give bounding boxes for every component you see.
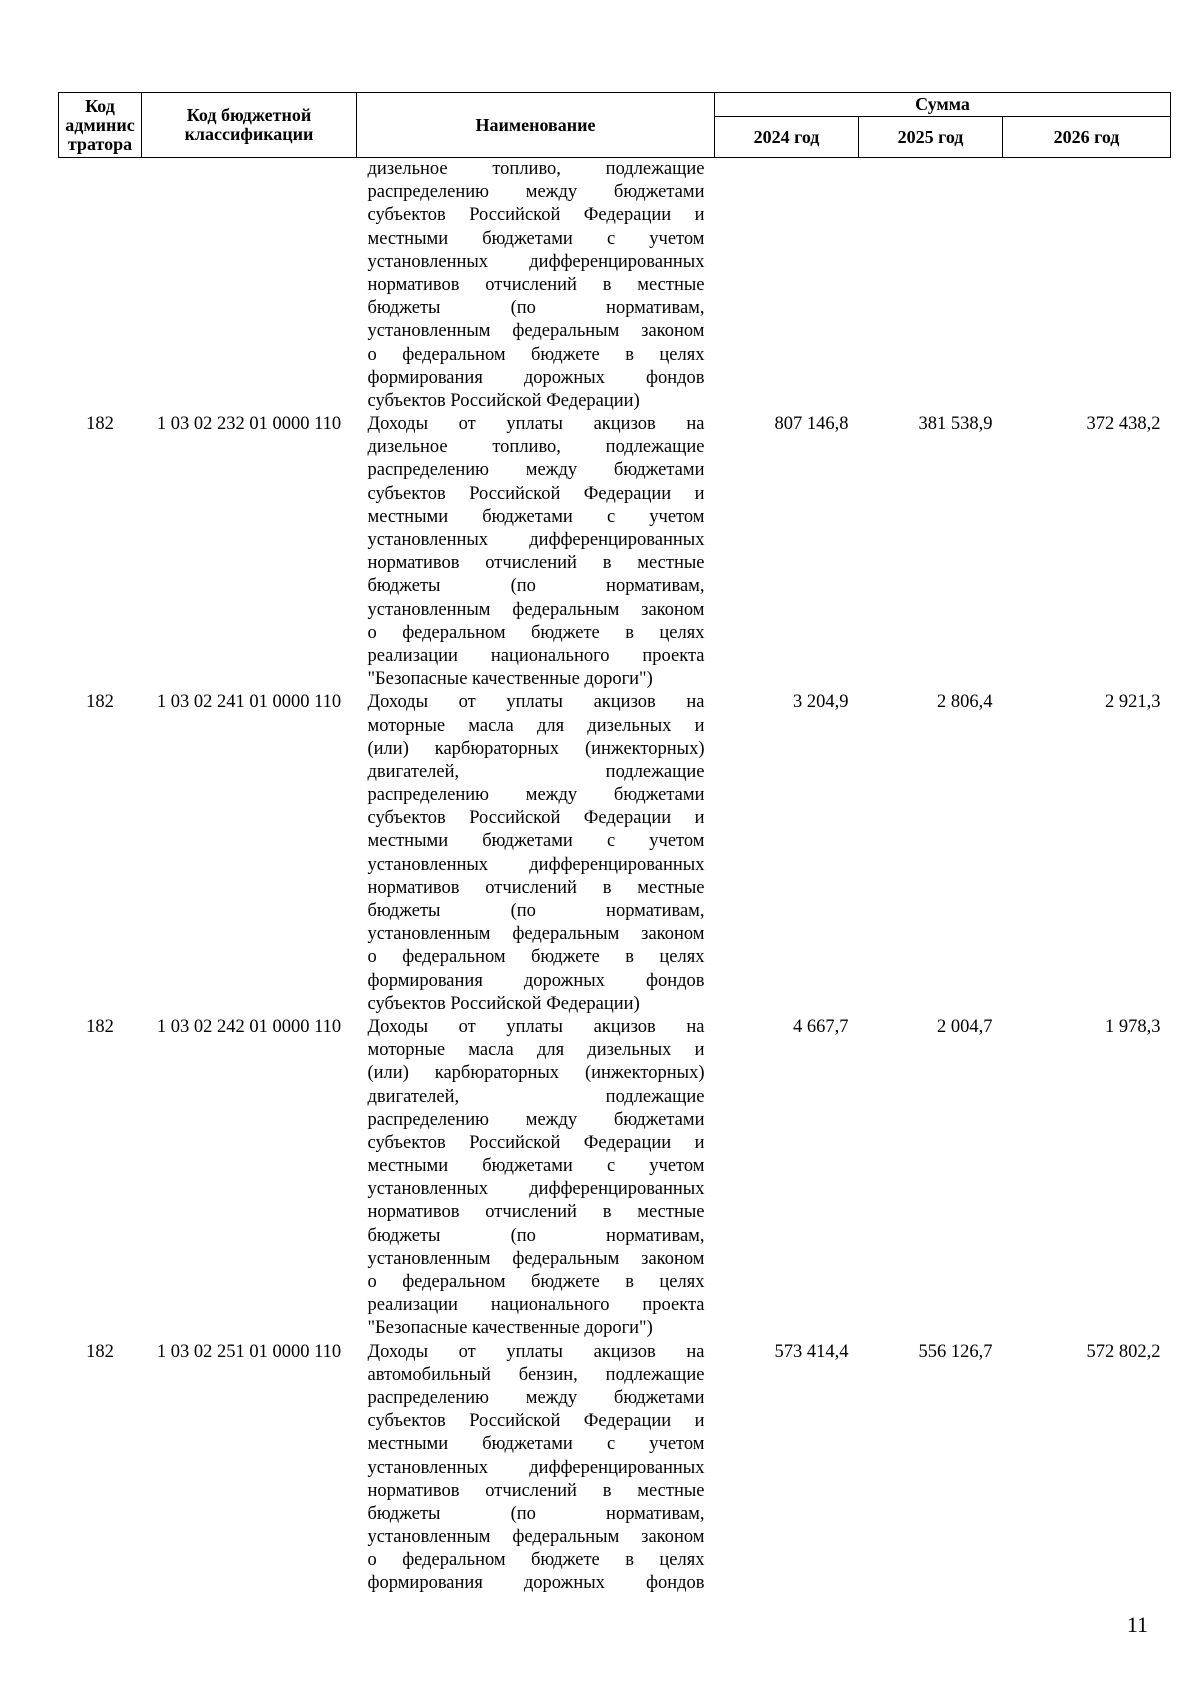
name-line: распределению между бюджетами [367, 785, 705, 806]
name-cell [357, 413, 715, 691]
name-line: субъектов Российской Федерации и [367, 483, 705, 504]
name-line: установленным федеральным законом [367, 1527, 705, 1548]
table-row [59, 158, 1171, 414]
name-cell [357, 691, 715, 1016]
name-line: моторные масла для дизельных и [367, 1040, 705, 1061]
kbk-cell [142, 158, 357, 414]
amount-2026-cell: 572 802,2 [1086, 1341, 1161, 1362]
admin-code-cell [59, 158, 142, 414]
page-number: 11 [1126, 1612, 1148, 1637]
amount-2025-cell [859, 158, 1003, 414]
amount-2024-cell: 573 414,4 [774, 1341, 849, 1362]
name-line: бюджеты (по нормативам, [367, 298, 705, 319]
name-line: нормативов отчислений в местные [367, 1202, 705, 1223]
name-line: установленным федеральным законом [367, 321, 705, 342]
name-line: Доходы от уплаты акцизов на [367, 1341, 705, 1362]
name-line: установленных дифференцированных [367, 854, 705, 875]
name-line: дизельное топливо, подлежащие [367, 437, 705, 458]
name-line: о федеральном бюджете в целях [367, 1550, 705, 1571]
table-row [59, 1341, 1171, 1596]
name-line: установленным федеральным законом [367, 924, 705, 945]
name-line: нормативов отчислений в местные [367, 1480, 705, 1501]
name-line: реализации национального проекта [367, 1295, 705, 1316]
name-line: распределению между бюджетами [367, 1387, 705, 1408]
table-row [59, 691, 1171, 1016]
amount-2026-cell: 2 921,3 [1105, 692, 1161, 713]
amount-2025-cell: 2 004,7 [937, 1016, 993, 1037]
table-row [59, 413, 1171, 691]
name-line: местными бюджетами с учетом [367, 1434, 705, 1455]
name-line: Доходы от уплаты акцизов на [367, 692, 705, 713]
name-line: о федеральном бюджете в целях [367, 1272, 705, 1292]
amount-2025-cell: 2 806,4 [937, 692, 993, 713]
name-line: установленным федеральным законом [367, 599, 705, 620]
budget-revenue-table [58, 92, 1171, 1596]
name-line: установленных дифференцированных [367, 1179, 705, 1200]
admin-code-cell: 182 [86, 1016, 114, 1037]
name-cell [357, 158, 715, 414]
name-line: местными бюджетами с учетом [367, 228, 705, 249]
name-line: (или) карбюраторных (инжекторных) [367, 738, 705, 759]
amount-2025-cell: 381 538,9 [918, 414, 993, 435]
name-line: установленных дифференцированных [367, 251, 705, 272]
name-line: местными бюджетами с учетом [367, 1156, 705, 1177]
name-line: субъектов Российской Федерации и [367, 808, 705, 829]
name-cell [357, 1341, 715, 1596]
table-body [59, 158, 1171, 1596]
table-header [59, 93, 1171, 158]
name-line: (или) карбюраторных (инжекторных) [367, 1063, 705, 1084]
kbk-cell: 1 03 02 251 01 0000 110 [156, 1341, 342, 1362]
header-year-2026: 2026 год [1003, 117, 1171, 158]
name-line: "Безопасные качественные дороги") [367, 669, 653, 690]
header-year-2025: 2025 год [859, 117, 1003, 158]
name-line: формирования дорожных фондов [367, 367, 705, 388]
name-line: Доходы от уплаты акцизов на [367, 414, 705, 435]
amount-2026-cell: 372 438,2 [1086, 414, 1161, 435]
name-line: Доходы от уплаты акцизов на [367, 1016, 705, 1037]
name-line: бюджеты (по нормативам, [367, 576, 705, 597]
name-line: субъектов Российской Федерации) [367, 993, 640, 1014]
amount-2024-cell: 807 146,8 [774, 414, 849, 435]
name-line: установленных дифференцированных [367, 1457, 705, 1478]
amount-2024-cell: 3 204,9 [793, 692, 849, 713]
name-line: "Безопасные качественные дороги") [367, 1318, 653, 1339]
name-line: нормативов отчислений в местные [367, 877, 705, 898]
header-name: Наименование [357, 93, 715, 158]
name-line: нормативов отчислений в местные [367, 274, 705, 295]
amount-2024-cell: 4 667,7 [793, 1016, 849, 1037]
kbk-cell: 1 03 02 232 01 0000 110 [156, 414, 342, 435]
admin-code-cell: 182 [86, 414, 114, 435]
name-line: дизельное топливо, подлежащие [367, 159, 705, 179]
name-line: двигателей, подлежащие [367, 761, 705, 782]
name-line: установленным федеральным законом [367, 1248, 705, 1269]
header-year-2024: 2024 год [715, 117, 859, 158]
admin-code-cell: 182 [86, 1341, 114, 1362]
name-line: местными бюджетами с учетом [367, 831, 705, 852]
name-line: бюджеты (по нормативам, [367, 901, 705, 921]
name-line: субъектов Российской Федерации и [367, 1132, 705, 1153]
name-line: местными бюджетами с учетом [367, 506, 705, 527]
name-line: установленных дифференцированных [367, 530, 705, 550]
name-line: распределению между бюджетами [367, 182, 705, 203]
name-line: нормативов отчислений в местные [367, 553, 705, 574]
name-line: формирования дорожных фондов [367, 1573, 705, 1594]
admin-code-cell: 182 [86, 692, 114, 713]
name-line: субъектов Российской Федерации и [367, 1411, 705, 1432]
amount-2024-cell [715, 158, 859, 414]
name-line: о федеральном бюджете в целях [367, 622, 705, 643]
kbk-cell: 1 03 02 242 01 0000 110 [156, 1016, 342, 1037]
amount-2026-cell: 1 978,3 [1105, 1016, 1161, 1037]
name-cell [357, 1016, 715, 1341]
name-line: формирования дорожных фондов [367, 970, 705, 991]
name-line: двигателей, подлежащие [367, 1086, 705, 1107]
name-line: реализации национального проекта [367, 645, 705, 666]
name-line: бюджеты (по нормативам, [367, 1503, 705, 1524]
header-kbk: Код бюджетной классификации [142, 93, 357, 158]
kbk-cell: 1 03 02 241 01 0000 110 [156, 692, 342, 713]
amount-2026-cell [1003, 158, 1171, 414]
name-line: распределению между бюджетами [367, 460, 705, 481]
name-line: бюджеты (по нормативам, [367, 1225, 705, 1246]
name-line: автомобильный бензин, подлежащие [367, 1364, 705, 1385]
amount-2025-cell: 556 126,7 [918, 1341, 993, 1362]
header-sum: Сумма [715, 93, 1171, 117]
name-line: субъектов Российской Федерации и [367, 205, 705, 226]
header-admin-code: Код админис тратора [59, 93, 142, 158]
name-line: о федеральном бюджете в целях [367, 344, 705, 365]
name-line: о федеральном бюджете в целях [367, 947, 705, 968]
name-line: моторные масла для дизельных и [367, 715, 705, 736]
name-line: распределению между бюджетами [367, 1109, 705, 1130]
name-line: субъектов Российской Федерации) [367, 390, 640, 411]
table-row [59, 1016, 1171, 1341]
